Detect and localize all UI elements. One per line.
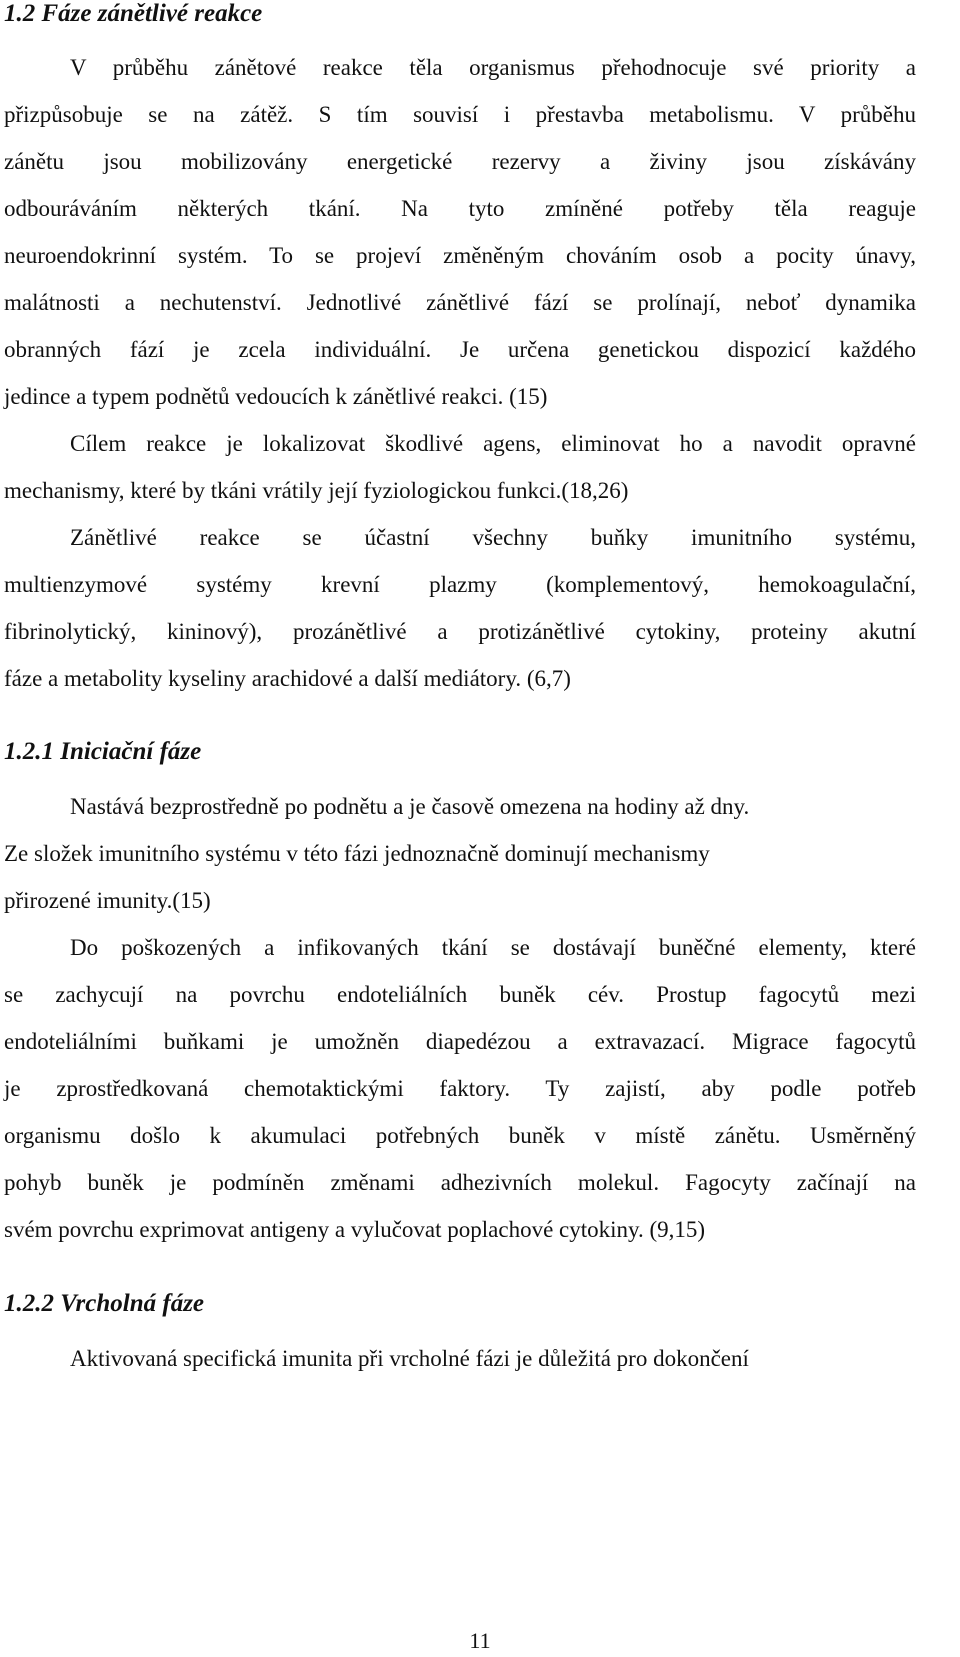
paragraph-line: Aktivovaná specifická imunita při vrcholné fázi je důležitá pro dokončení — [70, 1346, 749, 1371]
section-heading-fazy-zanetlive-reakce: 1.2 Fáze zánětlivé reakce — [4, 0, 263, 27]
paragraph-line: Do poškozených a infikovaných tkání se dostávají buněčné elementy, které — [70, 935, 916, 960]
paragraph-line: V průběhu zánětové reakce těla organismus přehodnocuje své priority a — [70, 55, 916, 80]
paragraph-line: neuroendokrinní systém. To se projeví změněným chováním osob a pocity únavy, — [4, 243, 916, 268]
paragraph-line: Cílem reakce je lokalizovat škodlivé agens, eliminovat ho a navodit opravné — [70, 431, 916, 456]
paragraph-line: svém povrchu exprimovat antigeny a vylučovat poplachové cytokiny. (9,15) — [4, 1217, 706, 1242]
paragraph-line: jedince a typem podnětů vedoucích k zánětlivé reakci. (15) — [4, 384, 548, 409]
paragraph-line: pohyb buněk je podmíněn změnami adhezivních molekul. Fagocyty začínají na — [4, 1170, 916, 1195]
paragraph-line: je zprostředkovaná chemotaktickými faktory. Ty zajistí, aby podle potřeb — [4, 1076, 916, 1101]
paragraph-line: fibrinolytický, kininový), prozánětlivé a protizánětlivé cytokiny, proteiny akutní — [4, 619, 916, 644]
paragraph-line: mechanismy, které by tkáni vrátily její fyziologickou funkci.(18,26) — [4, 478, 629, 503]
page-number: 11 — [469, 1628, 491, 1653]
paragraph-line: přirozené imunity.(15) — [4, 888, 211, 913]
paragraph-line: Zánětlivé reakce se účastní všechny buňky imunitního systému, — [70, 525, 916, 550]
paragraph-line: přizpůsobuje se na zátěž. S tím souvisí i přestavba metabolismu. V průběhu — [4, 102, 916, 127]
paragraph-line: zánětu jsou mobilizovány energetické rezervy a živiny jsou získávány — [4, 149, 916, 174]
paragraph-line: Ze složek imunitního systému v této fázi jednoznačně dominují mechanismy — [4, 841, 710, 866]
section-heading-iniciacni-faze: 1.2.1 Iniciační fáze — [4, 738, 202, 765]
paragraph-line: multienzymové systémy krevní plazmy (komplementový, hemokoagulační, — [4, 572, 916, 597]
paragraph-line: organismu došlo k akumulaci potřebných buněk v místě zánětu. Usměrněný — [4, 1123, 916, 1148]
paragraph-line: fáze a metabolity kyseliny arachidové a další mediátory. (6,7) — [4, 666, 571, 691]
paragraph-line: se zachycují na povrchu endoteliálních buněk cév. Prostup fagocytů mezi — [4, 982, 916, 1007]
paragraph-line: odbouráváním některých tkání. Na tyto zmíněné potřeby těla reaguje — [4, 196, 916, 221]
paragraph-line: obranných fází je zcela individuální. Je určena genetickou dispozicí každého — [4, 337, 916, 362]
section-heading-vrcholna-faze: 1.2.2 Vrcholná fáze — [4, 1290, 205, 1317]
paragraph-line: endoteliálními buňkami je umožněn diapedézou a extravazací. Migrace fagocytů — [4, 1029, 916, 1054]
paragraph-line: Nastává bezprostředně po podnětu a je časově omezena na hodiny až dny. — [70, 794, 750, 819]
paragraph-line: malátnosti a nechutenství. Jednotlivé zánětlivé fází se prolínají, neboť dynamika — [4, 290, 916, 315]
